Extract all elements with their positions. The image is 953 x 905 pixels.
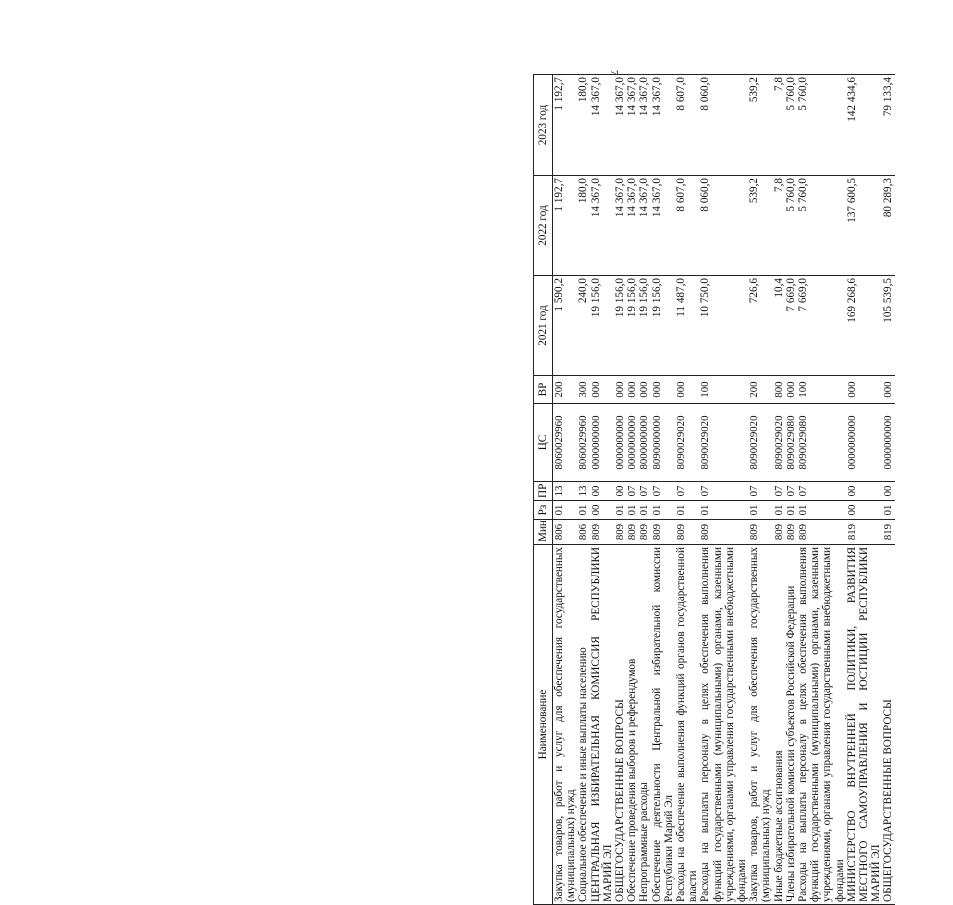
cell-vr: 000: [846, 376, 883, 404]
cell-min: 809: [773, 520, 785, 545]
cell-pr: 07: [651, 482, 675, 501]
table-row: [882, 75, 894, 905]
cell-vr: 000: [651, 376, 675, 404]
table-row: [748, 75, 772, 905]
cell-cs: 0000000000: [882, 404, 894, 482]
cell-rz: 01: [797, 501, 846, 520]
table-row: [626, 75, 638, 905]
cell-min: 809: [638, 520, 650, 545]
cell-pr: 07: [748, 482, 772, 501]
cell-y2021: 19 156,0: [638, 276, 650, 376]
cell-cs: 0000000000: [614, 404, 626, 482]
table-row: [553, 75, 578, 905]
cell-cs: 0000000000: [626, 404, 638, 482]
cell-name: Расходы на выплаты персоналу в целях обеспечения выполнения функций государственными (муниципальными) органами, казенными учреждениями, органами управления государственными внебюджетными фондами: [699, 545, 748, 905]
cell-y2021: 7 669,0: [797, 276, 846, 376]
table-row: [846, 75, 883, 905]
cell-y2023: 1 192,7: [553, 75, 578, 176]
cell-cs: 8090029080: [797, 404, 846, 482]
cell-y2022: 1 192,7: [553, 176, 578, 276]
cell-rz: 00: [590, 501, 614, 520]
cell-pr: 13: [577, 482, 589, 501]
cell-y2021: 7 669,0: [785, 276, 797, 376]
cell-pr: 00: [846, 482, 883, 501]
cell-vr: 200: [553, 376, 578, 404]
cell-pr: 00: [590, 482, 614, 501]
cell-pr: 07: [675, 482, 699, 501]
cell-rz: 01: [785, 501, 797, 520]
cell-y2022: 14 367,0: [590, 176, 614, 276]
cell-rz: 00: [846, 501, 883, 520]
header-cs: ЦС: [534, 404, 553, 482]
header-2021: 2021 год: [534, 276, 553, 376]
cell-y2022: 80 289,3: [882, 176, 894, 276]
cell-cs: 8090029080: [785, 404, 797, 482]
table-body: [553, 75, 895, 905]
cell-cs: 8090029020: [748, 404, 772, 482]
cell-cs: 8090029020: [773, 404, 785, 482]
cell-vr: 000: [785, 376, 797, 404]
cell-name: Обеспечение проведения выборов и референдумов: [626, 545, 638, 905]
cell-rz: 01: [614, 501, 626, 520]
cell-name: Иные бюджетные ассигнования: [773, 545, 785, 905]
cell-rz: 01: [773, 501, 785, 520]
cell-vr: 800: [773, 376, 785, 404]
cell-min: 809: [614, 520, 626, 545]
header-name: Наименование: [534, 545, 553, 905]
cell-y2021: 10 750,0: [699, 276, 748, 376]
header-pr: ПР: [534, 482, 553, 501]
cell-rz: 01: [553, 501, 578, 520]
cell-y2023: 14 367,0: [614, 75, 626, 176]
cell-vr: 100: [699, 376, 748, 404]
cell-name: Расходы на выплаты персоналу в целях обеспечения выполнения функций государственными (муниципальными) органами, казенными учреждениями, органами управления государственными внебюджетными фондами: [797, 545, 846, 905]
cell-y2021: 240,0: [577, 276, 589, 376]
table-row: [699, 75, 748, 905]
cell-y2022: 14 367,0: [651, 176, 675, 276]
cell-min: 809: [626, 520, 638, 545]
cell-cs: 8060029960: [553, 404, 578, 482]
table-row: [651, 75, 675, 905]
cell-name: ОБЩЕГОСУДАРСТВЕННЫЕ ВОПРОСЫ: [882, 545, 894, 905]
cell-vr: 000: [882, 376, 894, 404]
cell-y2023: 14 367,0: [638, 75, 650, 176]
header-rz: Рз: [534, 501, 553, 520]
cell-name: Расходы на обеспечение выполнения функций органов государственной власти: [675, 545, 699, 905]
cell-y2022: 14 367,0: [614, 176, 626, 276]
cell-y2023: 8 607,0: [675, 75, 699, 176]
table-row: [590, 75, 614, 905]
cell-name: Закупка товаров, работ и услуг для обеспечения государственных (муниципальных) нужд: [748, 545, 772, 905]
cell-y2021: 1 590,2: [553, 276, 578, 376]
table-row: [773, 75, 785, 905]
cell-y2022: 14 367,0: [638, 176, 650, 276]
cell-y2022: 8 607,0: [675, 176, 699, 276]
cell-y2021: 169 268,6: [846, 276, 883, 376]
rotated-sheet: [533, 75, 953, 905]
cell-y2023: 5 760,0: [785, 75, 797, 176]
cell-y2023: 79 133,4: [882, 75, 894, 176]
cell-cs: 0000000000: [590, 404, 614, 482]
cell-vr: 300: [577, 376, 589, 404]
cell-cs: 8090029020: [699, 404, 748, 482]
cell-y2021: 19 156,0: [651, 276, 675, 376]
cell-pr: 07: [638, 482, 650, 501]
cell-y2021: 19 156,0: [626, 276, 638, 376]
cell-min: 809: [699, 520, 748, 545]
cell-cs: 0000000000: [846, 404, 883, 482]
cell-y2022: 5 760,0: [785, 176, 797, 276]
cell-min: 809: [785, 520, 797, 545]
cell-min: 806: [553, 520, 578, 545]
cell-y2023: 8 060,0: [699, 75, 748, 176]
cell-rz: 01: [577, 501, 589, 520]
cell-min: 809: [675, 520, 699, 545]
cell-vr: 200: [748, 376, 772, 404]
cell-min: 806: [577, 520, 589, 545]
header-2022: 2022 год: [534, 176, 553, 276]
cell-rz: 01: [638, 501, 650, 520]
cell-min: 809: [797, 520, 846, 545]
cell-y2023: 5 760,0: [797, 75, 846, 176]
cell-pr: 00: [882, 482, 894, 501]
cell-min: 809: [748, 520, 772, 545]
header-min: Мин: [534, 520, 553, 545]
cell-vr: 000: [590, 376, 614, 404]
cell-cs: 8090029020: [675, 404, 699, 482]
cell-y2023: 14 367,0: [590, 75, 614, 176]
cell-vr: 000: [675, 376, 699, 404]
header-2023: 2023 год: [534, 75, 553, 176]
cell-cs: 8000000000: [638, 404, 650, 482]
cell-pr: 13: [553, 482, 578, 501]
cell-pr: 00: [614, 482, 626, 501]
cell-y2023: 7,8: [773, 75, 785, 176]
cell-y2023: 14 367,0: [626, 75, 638, 176]
cell-name: ЦЕНТРАЛЬНАЯ ИЗБИРАТЕЛЬНАЯ КОМИССИЯ РЕСПУБЛИКИ МАРИЙ ЭЛ: [590, 545, 614, 905]
table-row: [797, 75, 846, 905]
cell-y2023: 142 434,6: [846, 75, 883, 176]
cell-rz: 01: [675, 501, 699, 520]
cell-pr: 07: [626, 482, 638, 501]
cell-name: Закупка товаров, работ и услуг для обеспечения государственных (муниципальных) нужд: [553, 545, 578, 905]
cell-rz: 01: [699, 501, 748, 520]
cell-y2022: 180,0: [577, 176, 589, 276]
cell-rz: 01: [882, 501, 894, 520]
cell-rz: 01: [748, 501, 772, 520]
cell-min: 819: [882, 520, 894, 545]
cell-y2022: 137 600,5: [846, 176, 883, 276]
table-row: [785, 75, 797, 905]
cell-name: Непрограммные расходы: [638, 545, 650, 905]
cell-y2021: 19 156,0: [590, 276, 614, 376]
cell-y2023: 14 367,0: [651, 75, 675, 176]
cell-y2022: 8 060,0: [699, 176, 748, 276]
cell-pr: 07: [699, 482, 748, 501]
cell-cs: 8060029960: [577, 404, 589, 482]
cell-vr: 000: [626, 376, 638, 404]
cell-y2021: 11 487,0: [675, 276, 699, 376]
cell-name: Социальное обеспечение и иные выплаты населению: [577, 545, 589, 905]
cell-min: 809: [651, 520, 675, 545]
cell-vr: 100: [797, 376, 846, 404]
page-number: 7: [608, 70, 620, 76]
cell-vr: 000: [614, 376, 626, 404]
cell-min: 819: [846, 520, 883, 545]
cell-min: 809: [590, 520, 614, 545]
cell-y2023: 539,2: [748, 75, 772, 176]
header-vr: ВР: [534, 376, 553, 404]
cell-pr: 07: [785, 482, 797, 501]
cell-y2021: 105 539,5: [882, 276, 894, 376]
cell-vr: 000: [638, 376, 650, 404]
cell-y2022: 7,8: [773, 176, 785, 276]
table-row: [577, 75, 589, 905]
cell-rz: 01: [651, 501, 675, 520]
table-row: [675, 75, 699, 905]
table-row: [638, 75, 650, 905]
cell-pr: 07: [773, 482, 785, 501]
cell-y2022: 5 760,0: [797, 176, 846, 276]
table-row: [614, 75, 626, 905]
cell-name: Члены избирательной комиссии субъектов Российской Федерации: [785, 545, 797, 905]
cell-y2021: 10,4: [773, 276, 785, 376]
cell-rz: 01: [626, 501, 638, 520]
cell-y2022: 539,2: [748, 176, 772, 276]
table-header-row: [534, 75, 553, 905]
cell-y2021: 726,6: [748, 276, 772, 376]
cell-y2021: 19 156,0: [614, 276, 626, 376]
budget-table: [533, 74, 895, 905]
cell-pr: 07: [797, 482, 846, 501]
cell-cs: 8090000000: [651, 404, 675, 482]
cell-name: ОБЩЕГОСУДАРСТВЕННЫЕ ВОПРОСЫ: [614, 545, 626, 905]
cell-y2023: 180,0: [577, 75, 589, 176]
cell-y2022: 14 367,0: [626, 176, 638, 276]
cell-name: МИНИСТЕРСТВО ВНУТРЕННЕЙ ПОЛИТИКИ, РАЗВИТИЯ МЕСТНОГО САМОУПРАВЛЕНИЯ И ЮСТИЦИИ РЕСПУБЛИКИ МАРИЙ ЭЛ: [846, 545, 883, 905]
cell-name: Обеспечение деятельности Центральной избирательной комиссии Республики Марий Эл: [651, 545, 675, 905]
